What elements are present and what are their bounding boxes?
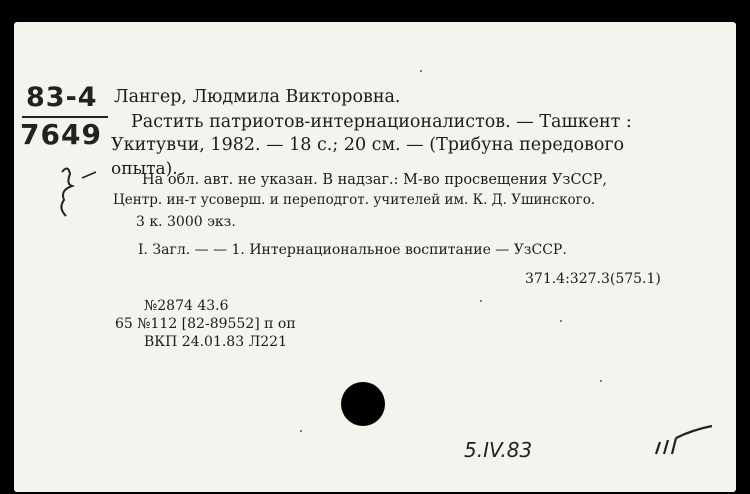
punch-hole	[341, 382, 385, 426]
handwritten-date: 5.IV.83	[464, 438, 533, 462]
note-line-1: На обл. авт. не указан. В надзаг.: М-во просвещения УзССР,	[142, 172, 607, 188]
title-line-2: Укитувчи, 1982. — 18 с.; 20 см. — (Трибуна передового	[111, 135, 625, 155]
udc-classification: 371.4:327.3(575.1)	[525, 271, 661, 287]
author: Лангер, Людмила Викторовна.	[114, 87, 401, 107]
note-line-3: 3 к. 3000 экз.	[136, 214, 236, 230]
paper-speck	[560, 320, 562, 322]
title-line-1: Растить патриотов-интернационалистов. — Ташкент :	[131, 112, 632, 132]
subject-headings: I. Загл. — — 1. Интернациональное воспитание — УзССР.	[138, 242, 567, 258]
paper-speck	[420, 70, 422, 72]
paper-speck	[300, 430, 302, 432]
shelfmark-line1: 83-4	[26, 82, 98, 113]
accession-line-2: 65 №112 [82-89552] п оп	[115, 316, 296, 332]
note-line-2: Центр. ин-т усоверш. и переподгот. учителей им. К. Д. Ушинского.	[113, 192, 596, 208]
accession-line-1: №2874 43.6	[144, 298, 229, 314]
paper-speck	[600, 380, 602, 382]
handwritten-signature-icon	[652, 424, 716, 458]
title-line-3: опыта).	[111, 159, 178, 179]
accession-line-3: ВКП 24.01.83 Л221	[144, 334, 287, 350]
handwritten-mark-icon	[52, 160, 102, 220]
shelfmark-line2: 7649	[20, 118, 102, 151]
paper-speck	[480, 300, 482, 302]
